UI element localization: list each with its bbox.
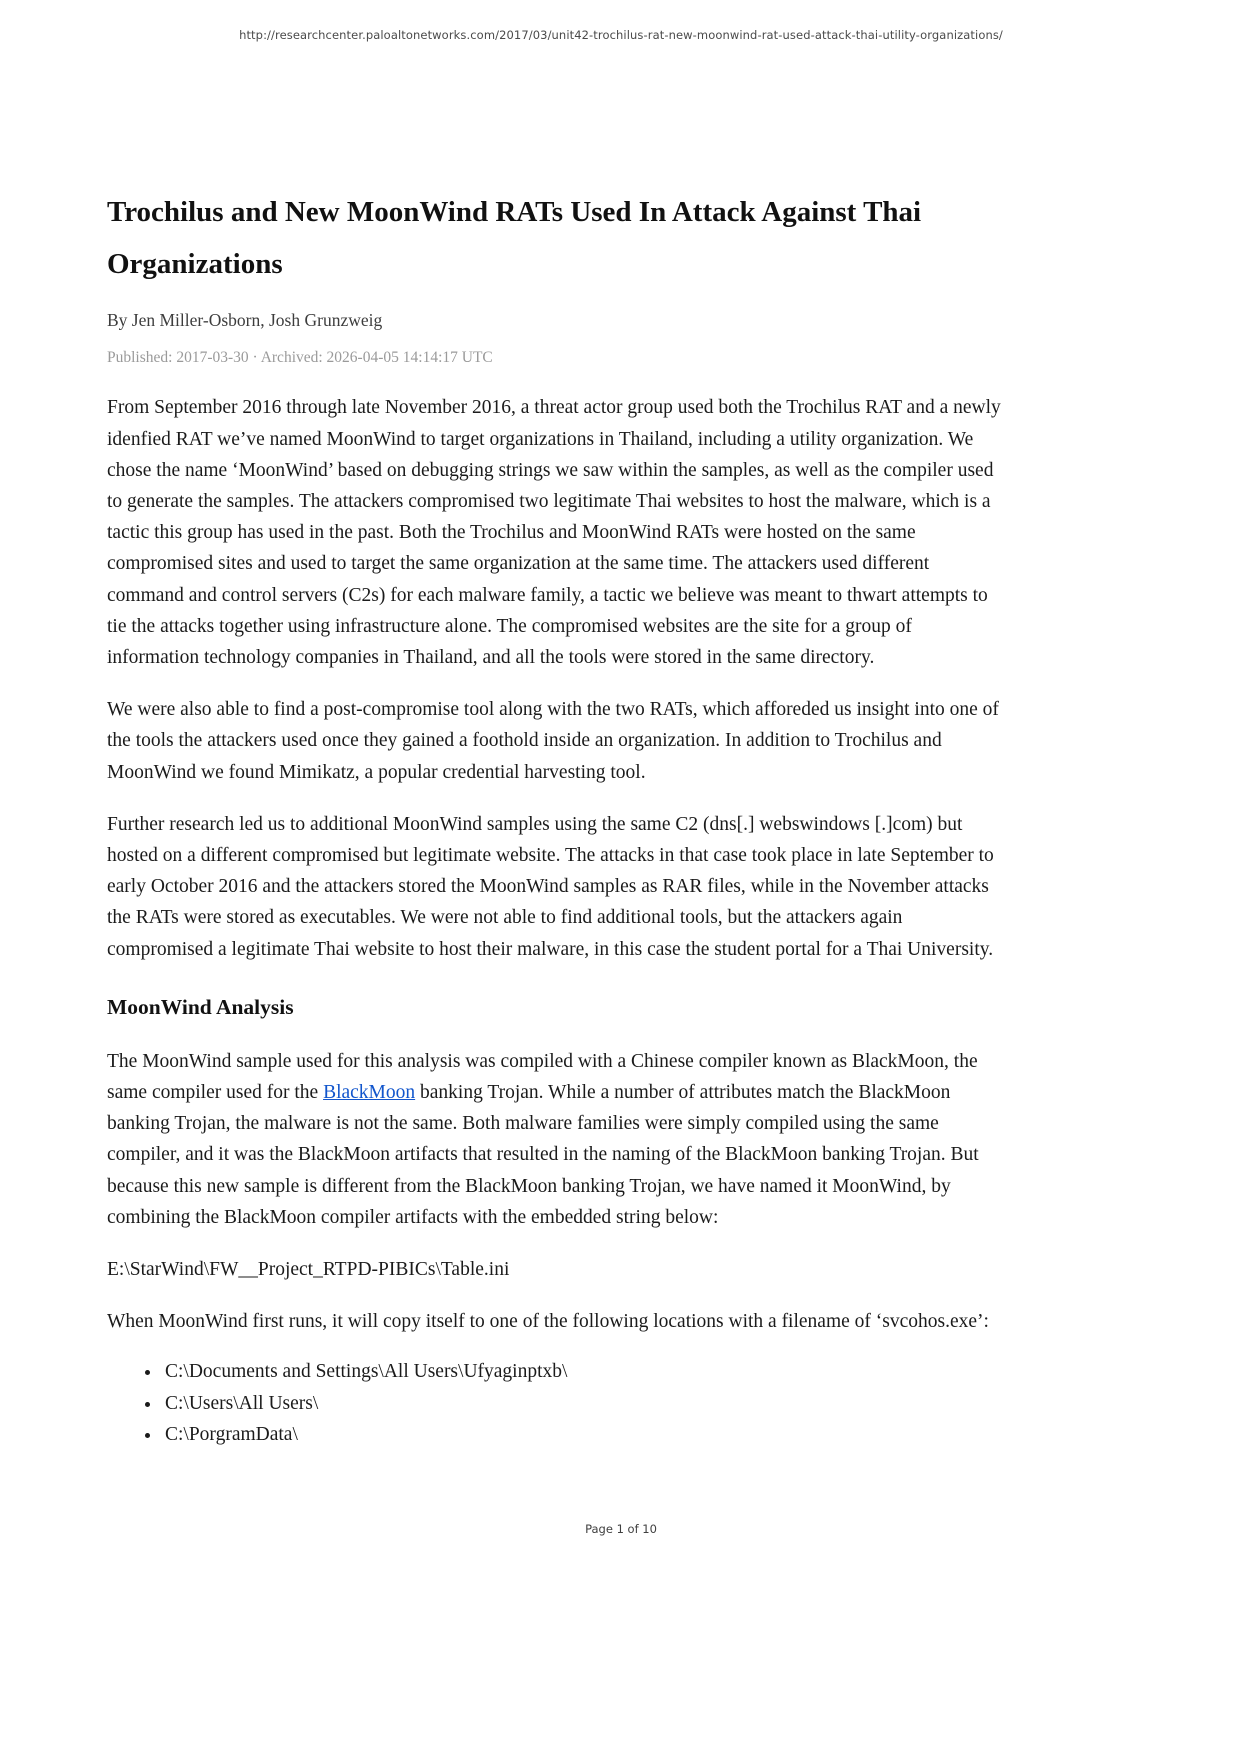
paragraph-intro: From September 2016 through late November 2016, a threat actor group used both the Trochilus RAT and a newly idenfied RAT we’ve named MoonWind to target organizations in Thailand, including a utility organization. We chose the name ‘MoonWind’ based on debugging strings we saw within the samples, as well as the compiler used to generate the samples. The attackers compromised two legitimate Thai websites to host the malware, which is a tactic this group has used in the past. Both the Trochilus and MoonWind RATs were hosted on the same compromised sites and used to target the same organization at the same time. The attackers used different command and control servers (C2s) for each malware family, a tactic we believe was meant to thwart attempts to tie the attacks together using infrastructure alone. The compromised websites are the site for a group of information technology companies in Thailand, and all the tools were stored in the same directory. <box>107 397 1001 668</box>
paragraph-copy-locations: When MoonWind first runs, it will copy itself to one of the following locations with a filename of ‘svcohos.exe’: <box>107 1311 989 1333</box>
list-item-location-2: • C:\Users\All Users\ <box>162 1388 1004 1420</box>
published-archived-meta: Published: 2017-03-30 · Archived: 2026-04-05 14:14:17 UTC <box>107 349 493 367</box>
list-item-location-1: • C:\Documents and Settings\All Users\Ufyaginptxb\ <box>162 1356 1004 1388</box>
embedded-string-line: E:\StarWind\FW__Project_RTPD-PIBICs\Table.ini <box>107 1259 510 1281</box>
list-item-location-3: • C:\PorgramData\ <box>162 1419 1004 1451</box>
article-title: Trochilus and New MoonWind RATs Used In Attack Against Thai Organizations <box>107 196 922 281</box>
copy-locations-list <box>107 1356 1004 1451</box>
section-heading-moonwind-analysis: MoonWind Analysis <box>107 994 294 1019</box>
paragraph-analysis <box>107 1046 1004 1233</box>
paragraph-post-compromise-tools: We were also able to find a post-compromise tool along with the two RATs, which afforeded us insight into one of the tools the attackers used once they gained a foothold inside an organization. In addition to Trochilus and MoonWind we found Mimikatz, a popular credential harvesting tool. <box>107 699 999 783</box>
page-number: Page 1 of 10 <box>585 1522 657 1536</box>
source-url: http://researchcenter.paloaltonetworks.com/2017/03/unit42-trochilus-rat-new-moonwind-rat-used-attack-thai-utility-organizations/ <box>239 28 1003 42</box>
blackmoon-link[interactable]: BlackMoon <box>323 1082 416 1104</box>
paragraph-further-research: Further research led us to additional MoonWind samples using the same C2 (dns[.] webswindows [.]com) but hosted on a different compromised but legitimate website. The attacks in that case took place in late September to early October 2016 and the attackers stored the MoonWind samples as RAR files, while in the November attacks the RATs were stored as executables. We were not able to find additional tools, but the attackers again compromised a legitimate Thai website to host their malware, in this case the student portal for a Thai University. <box>107 813 994 960</box>
article-content <box>107 186 1004 1451</box>
analysis-text-before-link: The MoonWind sample used for this analysis was compiled with a Chinese compiler known as BlackMoon, the same compiler used for the <box>107 1050 978 1104</box>
article-byline: By Jen Miller-Osborn, Josh Grunzweig <box>107 310 383 331</box>
analysis-text-after-link: banking Trojan. While a number of attributes match the BlackMoon banking Trojan, the malware is not the same. Both malware families were simply compiled using the same compiler, and it was the BlackMoon artifacts that resulted in the naming of the BlackMoon banking Trojan. But because this new sample is different from the BlackMoon banking Trojan, we have named it MoonWind, by combining the BlackMoon compiler artifacts with the embedded string below: <box>107 1082 979 1228</box>
